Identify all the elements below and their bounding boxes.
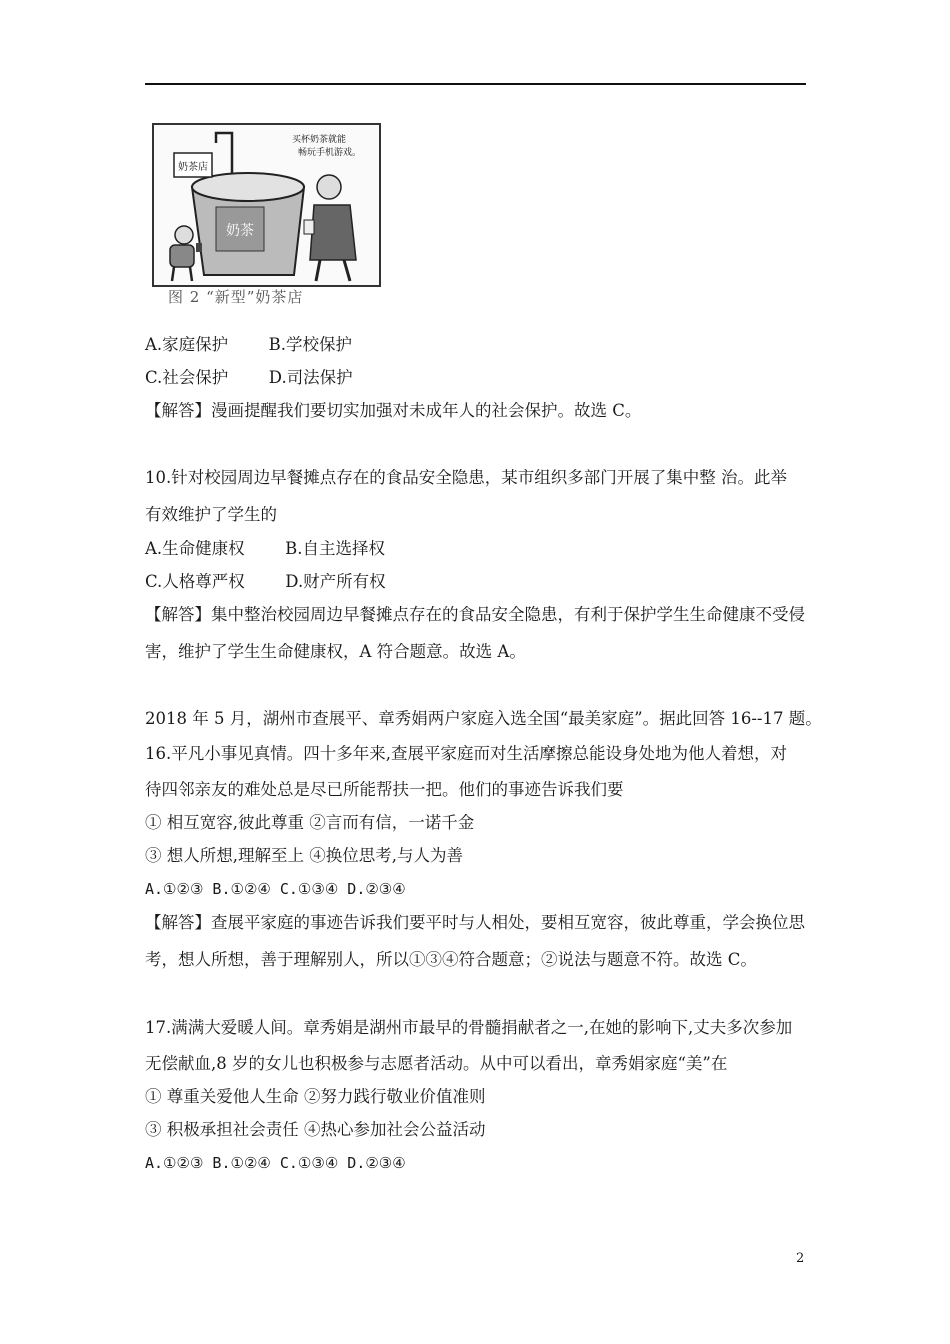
q16-answer-line-1: 【解答】查展平家庭的事迹告诉我们要平时与人相处，要相互宽容，彼此尊重，学会换位思 xyxy=(145,913,805,932)
q10-options-row-1 xyxy=(145,541,385,558)
speech-text-2: 畅玩手机游戏。 xyxy=(298,148,362,158)
page-number: 2 xyxy=(796,1251,805,1266)
shop-sign: 奶茶店 xyxy=(178,162,208,173)
q10-option-d: D.财产所有权 xyxy=(285,572,386,591)
q10-option-c: C.人格尊严权 xyxy=(145,572,245,591)
header-rule xyxy=(145,83,806,85)
q16-options: A.①②③ B.①②④ C.①③④ D.②③④ xyxy=(145,880,406,898)
q17-stem-line-2: 无偿献血,8 岁的女儿也积极参与志愿者活动。从中可以看出，章秀娟家庭“美”在 xyxy=(145,1054,728,1073)
cartoon-figure xyxy=(152,123,381,287)
figure-caption: 图 2 “新型”奶茶店 xyxy=(168,288,304,306)
q10-answer-line-1: 【解答】集中整治校园周边早餐摊点存在的食品安全隐患，有利于保护学生生命健康不受侵 xyxy=(145,605,805,624)
q9-option-a: A.家庭保护 xyxy=(145,335,229,354)
q10-option-a: A.生命健康权 xyxy=(145,539,245,558)
q16-items-row-1: ① 相互宽容,彼此尊重 ②言而有信，一诺千金 xyxy=(145,813,475,832)
q9-option-c: C.社会保护 xyxy=(145,368,229,387)
q16-stem-line-2: 待四邻亲友的难处总是尽已所能帮扶一把。他们的事迹告诉我们要 xyxy=(145,780,624,799)
q9-option-b: B.学校保护 xyxy=(268,335,353,354)
q10-options-row-2 xyxy=(145,574,386,591)
q16-answer-line-2: 考，想人所想，善于理解别人，所以①③④符合题意；②说法与题意不符。故选 C。 xyxy=(145,950,757,969)
q9-options-row-1 xyxy=(145,337,352,354)
q16-items-row-2: ③ 想人所想,理解至上 ④换位思考,与人为善 xyxy=(145,846,463,865)
q9-option-d: D.司法保护 xyxy=(268,368,353,387)
q10-stem-line-2: 有效维护了学生的 xyxy=(145,505,277,524)
q9-options-row-2 xyxy=(145,370,353,387)
q9-answer: 【解答】漫画提醒我们要切实加强对未成年人的社会保护。故选 C。 xyxy=(145,401,642,420)
speech-text-1: 买杯奶茶就能 xyxy=(292,135,347,145)
q17-items-row-1: ① 尊重关爱他人生命 ②努力践行敬业价值准则 xyxy=(145,1087,486,1106)
q17-items-row-2: ③ 积极承担社会责任 ④热心参加社会公益活动 xyxy=(145,1120,486,1139)
q16-stem-line-1: 16.平凡小事见真情。四十多年来,查展平家庭而对生活摩擦总能设身处地为他人着想，对 xyxy=(145,744,787,763)
q17-stem-line-1: 17.满满大爱暖人间。章秀娟是湖州市最早的骨髓捐献者之一,在她的影响下,丈夫多次参加 xyxy=(145,1018,793,1037)
q10-answer-line-2: 害，维护了学生生命健康权，A 符合题意。故选 A。 xyxy=(145,642,526,661)
q10-stem-line-1: 10.针对校园周边早餐摊点存在的食品安全隐患，某市组织多部门开展了集中整 治。此举 xyxy=(145,468,787,487)
cartoon-drawing xyxy=(154,125,379,285)
section-intro: 2018 年 5 月，湖州市查展平、章秀娟两户家庭入选全国“最美家庭”。据此回答 16--17 题。 xyxy=(145,709,822,728)
cup-label: 奶茶 xyxy=(226,223,254,239)
q10-option-b: B.自主选择权 xyxy=(285,539,386,558)
q17-options: A.①②③ B.①②④ C.①③④ D.②③④ xyxy=(145,1154,406,1172)
